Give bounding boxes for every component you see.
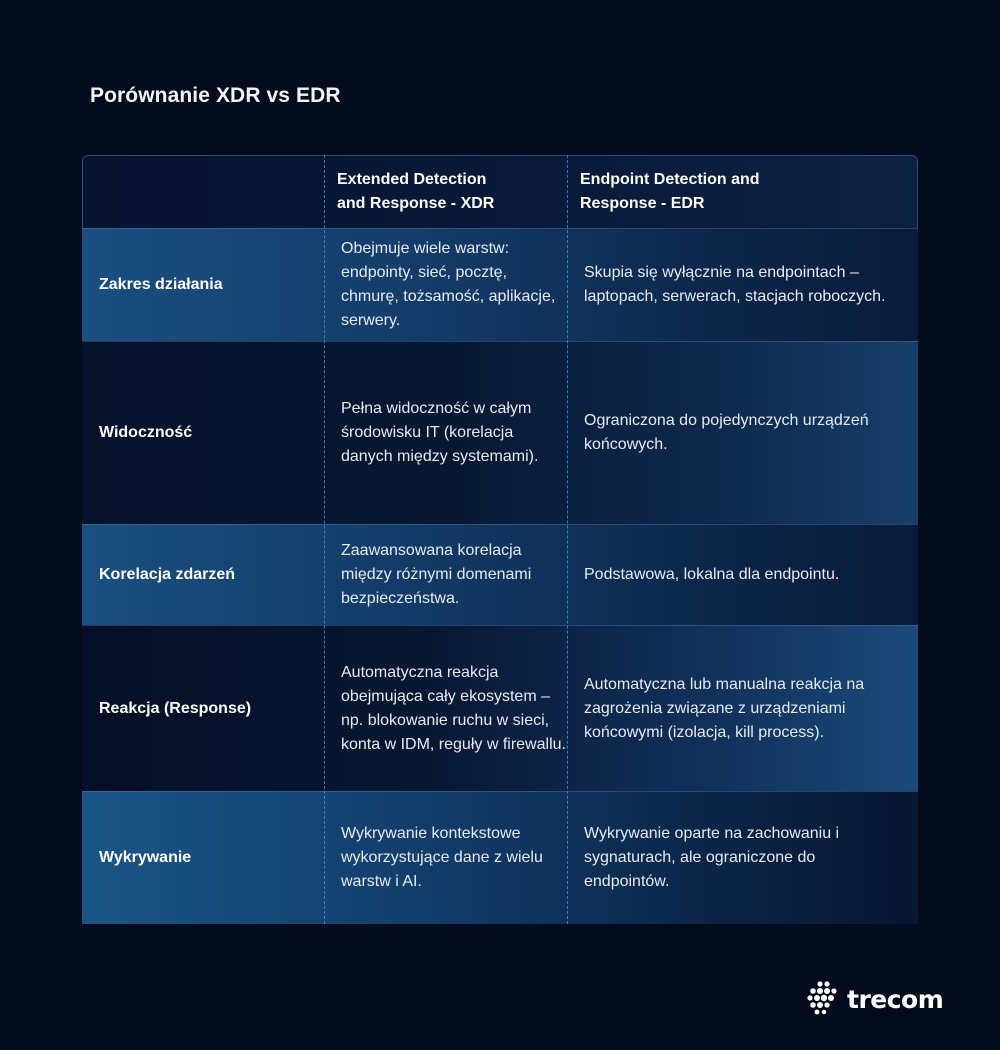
dots-logo-icon xyxy=(806,980,844,1018)
row-xdr-value: Wykrywanie kontekstowe wykorzystujące dane z wielu warstw i AI. xyxy=(341,825,543,890)
row-label: Wykrywanie xyxy=(99,849,192,866)
column-divider-1 xyxy=(324,155,325,924)
table-row xyxy=(82,341,918,524)
table-row xyxy=(82,791,918,924)
page-title: Porównanie XDR vs EDR xyxy=(90,84,341,107)
brand-logo xyxy=(806,980,943,1018)
row-xdr-value: Pełna widoczność w całym środowisku IT (korelacja danych między systemami). xyxy=(341,400,539,465)
row-label: Reakcja (Response) xyxy=(99,699,252,717)
row-edr-value: Automatyczna lub manualna reakcja na zagrożenia związane z urządzeniami końcowymi (izolacja, kill process). xyxy=(584,675,865,741)
table-row xyxy=(82,625,918,791)
row-edr-value: Podstawowa, lokalna dla endpointu. xyxy=(584,566,840,583)
row-label: Zakres działania xyxy=(99,276,223,293)
row-edr-value: Skupia się wyłącznie na endpointach – laptopach, serwerach, stacjach roboczych. xyxy=(584,264,886,305)
row-edr-value: Ograniczona do pojedynczych urządzeń końcowych. xyxy=(584,412,869,453)
comparison-table xyxy=(82,155,918,924)
table-row xyxy=(82,228,918,341)
row-label: Widoczność xyxy=(99,424,193,441)
table-row xyxy=(82,524,918,625)
table-header-row xyxy=(82,155,918,228)
row-edr-value: Wykrywanie oparte na zachowaniu i sygnaturach, ale ograniczone do endpointów. xyxy=(584,825,840,890)
row-xdr-value: Automatyczna reakcja obejmująca cały ekosystem – np. blokowanie ruchu w sieci, konta w IDM, reguły w firewallu. xyxy=(341,663,566,753)
row-xdr-value: Obejmuje wiele warstw: endpointy, sieć, pocztę, chmurę, tożsamość, aplikacje, serwery. xyxy=(341,240,556,329)
header-edr: Endpoint Detection and Response - EDR xyxy=(580,171,760,212)
brand-logo-text: trecom xyxy=(847,984,944,1014)
row-xdr-value: Zaawansowana korelacja między różnymi domenami bezpieczeństwa. xyxy=(341,542,532,607)
row-label: Korelacja zdarzeń xyxy=(99,566,236,583)
header-xdr: Extended Detection and Response - XDR xyxy=(337,171,495,212)
column-divider-2 xyxy=(567,155,568,924)
